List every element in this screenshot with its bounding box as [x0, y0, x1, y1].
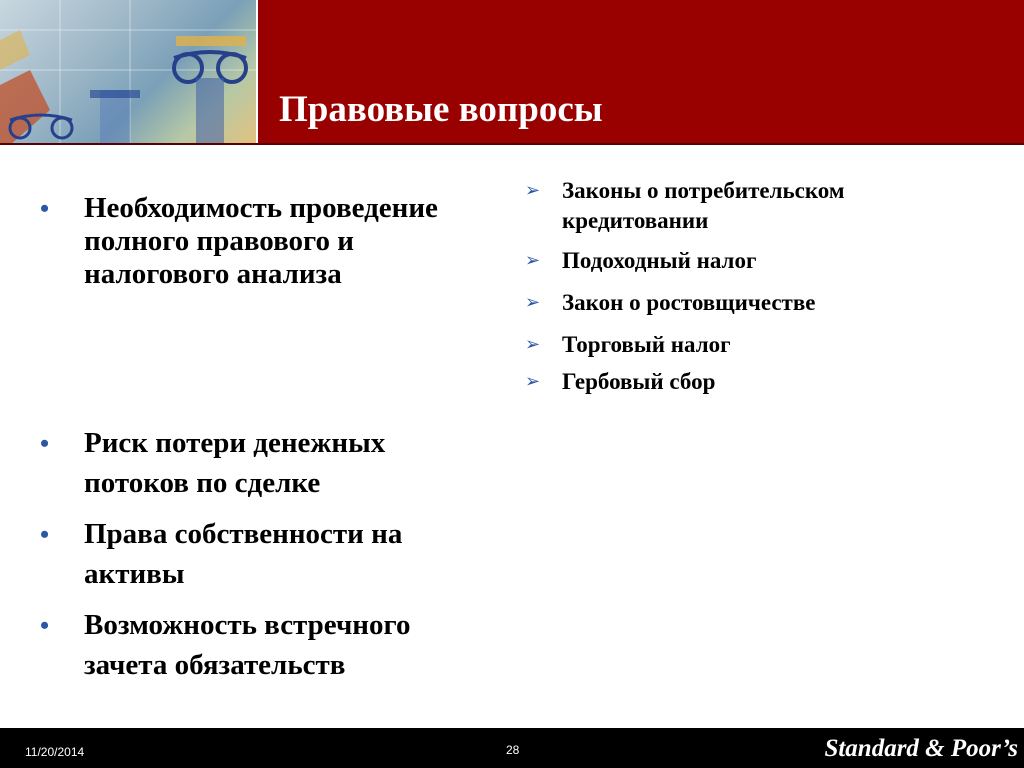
- list-item: [40, 192, 464, 291]
- list-item: [525, 288, 1005, 318]
- list-item: [525, 367, 1005, 397]
- bullet-text-continued: зачета обязательств: [84, 649, 346, 681]
- bullet-text: Необходимость проведение полного правового и налогового анализа: [84, 192, 438, 290]
- slide-header: [0, 0, 1024, 145]
- brand-logo: Standard & Poor’s: [824, 735, 1018, 762]
- bullet-text: Возможность встречного: [84, 609, 411, 641]
- arrow-bullet-icon: ➢: [525, 334, 541, 355]
- arrow-bullet-icon: ➢: [525, 371, 541, 392]
- header-architecture-image: [0, 0, 256, 145]
- footer-date: 11/20/2014: [25, 745, 85, 759]
- arrow-bullet-icon: ➢: [525, 250, 541, 271]
- arrow-bullet-icon: ➢: [525, 180, 541, 201]
- column-capitals-illustration: [0, 0, 256, 145]
- bullet-text: Права собственности на: [84, 518, 403, 550]
- bullet-text: Закон о ростовщичестве: [562, 290, 816, 315]
- bullet-text: Гербовый сбор: [562, 369, 716, 394]
- bullet-text-continued: активы: [84, 558, 185, 590]
- list-item: [40, 609, 490, 682]
- list-item: [525, 330, 1005, 360]
- list-item: [525, 246, 1005, 276]
- bullet-text-continued: потоков по сделке: [84, 467, 321, 499]
- bullet-icon: •: [40, 520, 50, 549]
- bullet-icon: •: [40, 429, 50, 458]
- slide-title: Правовые вопросы: [279, 89, 603, 130]
- page-number: 28: [506, 743, 520, 757]
- arrow-bullet-icon: ➢: [525, 292, 541, 313]
- bullet-text: Подоходный налог: [562, 248, 757, 273]
- bullet-icon: •: [40, 194, 50, 223]
- header-divider: [0, 143, 1024, 145]
- list-item: [525, 176, 942, 236]
- right-bullet-list: [525, 176, 1005, 409]
- list-item: [40, 427, 490, 500]
- bullet-text: Риск потери денежных: [84, 427, 386, 459]
- list-item: [40, 518, 490, 591]
- left-bullet-list: [40, 192, 490, 682]
- bullet-text: Торговый налог: [562, 332, 731, 357]
- bullet-text: Законы о потребительском кредитовании: [562, 178, 845, 233]
- slide-footer: [0, 728, 1024, 768]
- bullet-icon: •: [40, 611, 50, 640]
